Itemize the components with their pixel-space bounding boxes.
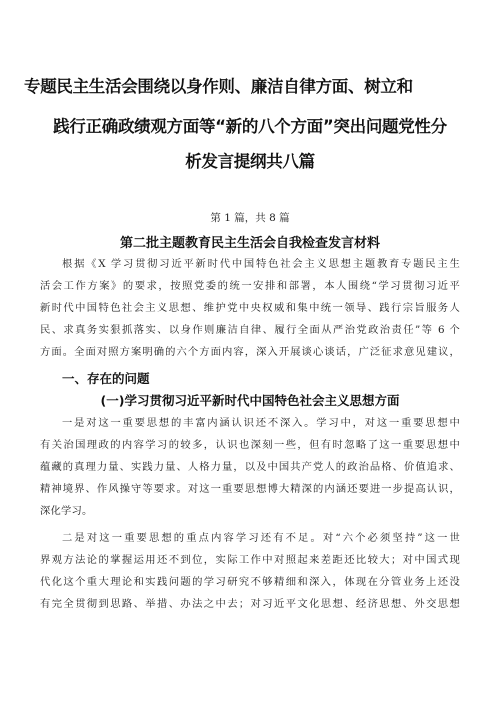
document-title-line-3: 析发言提纲共八篇 [185,152,315,171]
paragraph-2-line: 界观方法论的掌握运用还不到位，实际工作中对照起来差距还比较大；对中国式现 [40,554,460,566]
paragraph-1-line: 一是对这一重要思想的丰富内涵认识还不深入。学习中，对这一重要思想中 [62,417,460,429]
intro-line: 活会工作方案》的要求，按照党委的统一安排和部署，本人围绕“学习贯彻习近平 [40,280,460,292]
page-counter: 第 1 篇，共 8 篇 [210,212,290,224]
intro-line: 民、求真务实狠抓落实、以身作则廉洁自律、履行全面从严治党政治责任”等 6 个 [40,324,460,336]
document-title-line-1: 专题民主生活会围绕以身作则、廉洁自律方面、树立和 [24,77,413,96]
paragraph-1-line: 有关治国理政的内容学习的较多，认识也深刻一些，但有时忽略了这一重要思想中 [40,439,460,451]
intro-line: 方面。全面对照方案明确的六个方面内容，深入开展谈心谈话，广泛征求意见建议， [40,346,460,358]
intro-line: 根据《X 学习贯彻习近平新时代中国特色社会主义思想主题教育专题民主生 [62,258,460,270]
paragraph-1-line: 蕴藏的真理力量、实践力量、人格力量，以及中国共产党人的政治品格、价值追求、 [40,461,460,473]
section-subtitle: 第二批主题教育民主生活会自我检查发言材料 [119,236,380,251]
intro-line: 新时代中国特色社会主义思想、维护党中央权威和集中统一领导、践行宗旨服务人 [40,302,460,314]
paragraph-1-line: 深化学习。 [40,505,93,517]
heading-study-thought: (一)学习贯彻习近平新时代中国特色社会主义思想方面 [100,393,400,408]
paragraph-2-line: 二是对这一重要思想的重点内容学习还有不足。对“六个必须坚持”这一世 [62,532,460,544]
document-title-line-2: 践行正确政绩观方面等“新的八个方面”突出问题党性分 [53,117,447,136]
paragraph-1-line: 精神境界、作风操守等要求。对这一重要思想博大精深的内涵还要进一步提高认识， [40,483,460,495]
paragraph-2-line: 有完全贯彻到思路、举措、办法之中去；对习近平文化思想、经济思想、外交思想 [40,598,460,610]
heading-problems: 一、存在的问题 [62,371,150,386]
paragraph-2-line: 代化这个重大理论和实践问题的学习研究不够精细和深入，体现在分管业务上还没 [40,576,460,588]
